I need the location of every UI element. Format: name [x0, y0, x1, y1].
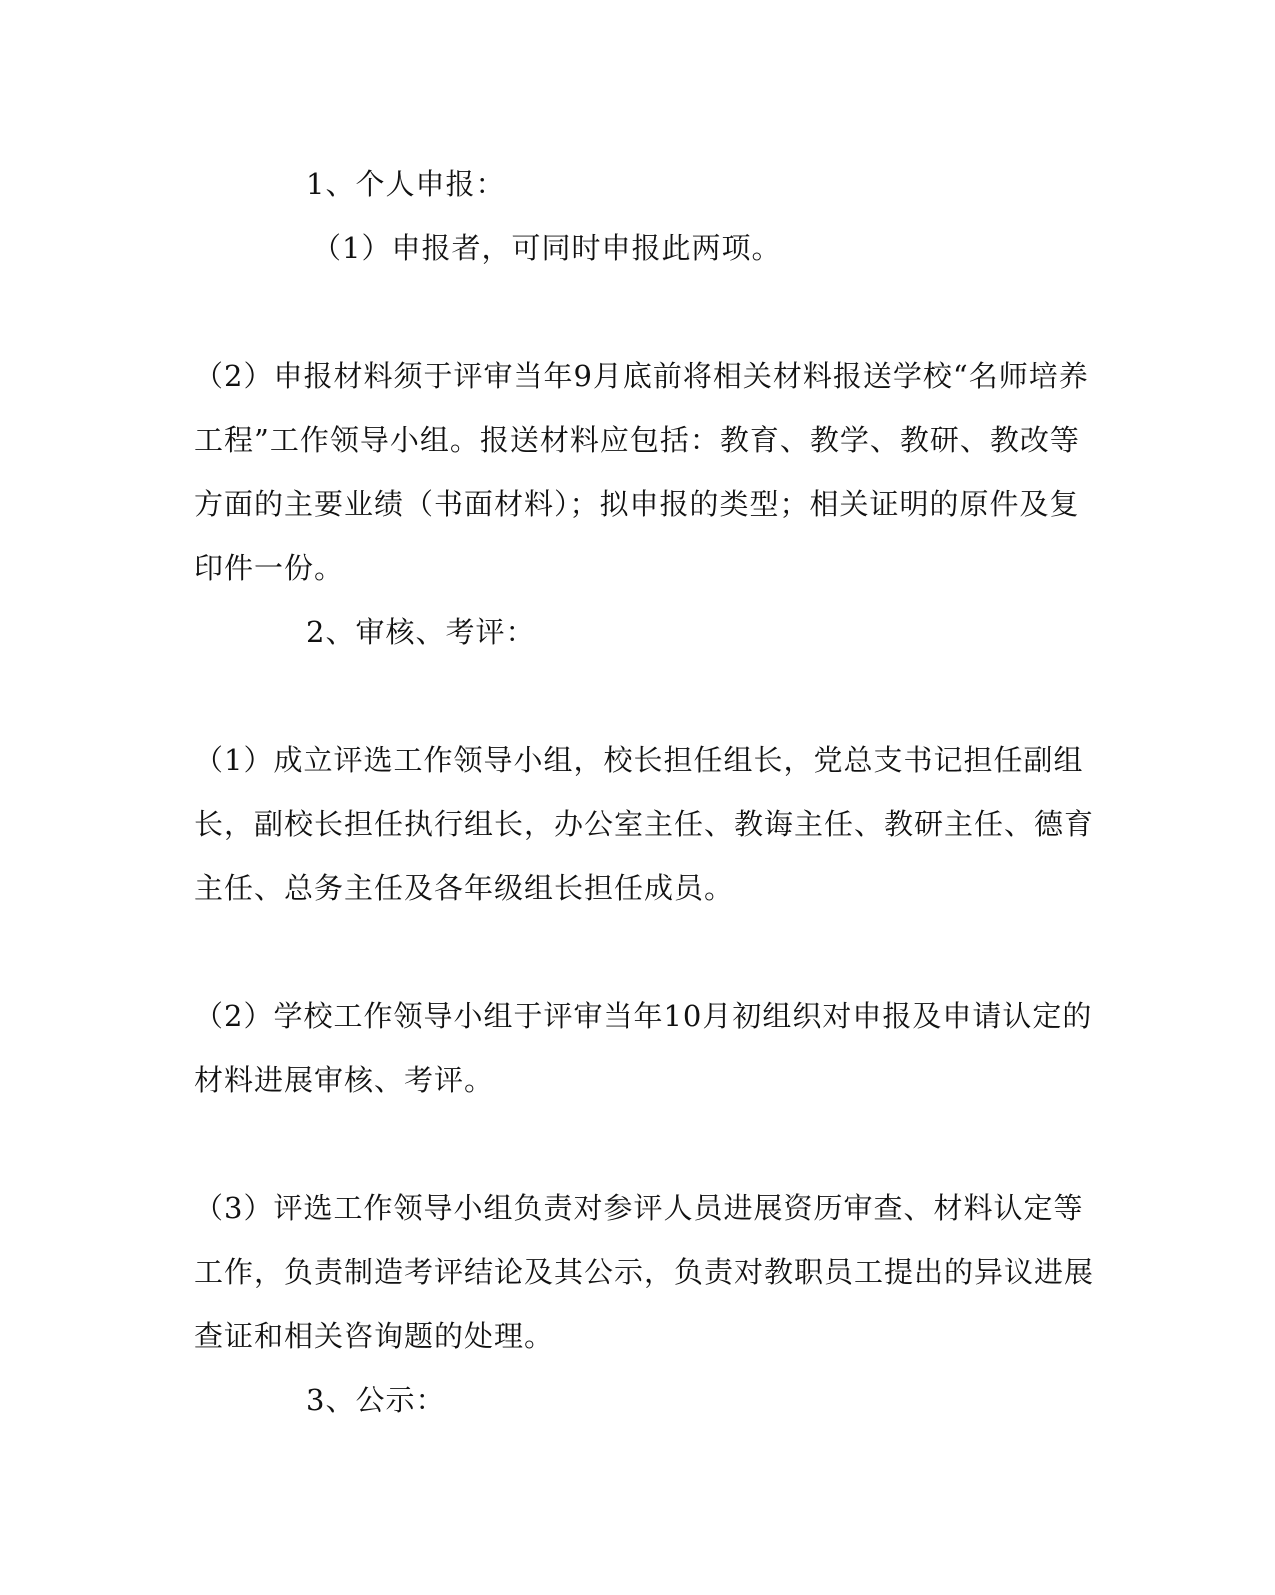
paragraph-line: （1）申报者，可同时申报此两项。: [312, 231, 782, 265]
paragraph-line: 长，副校长担任执行组长，办公室主任、教诲主任、教研主任、德育: [194, 807, 1095, 841]
paragraph-line: 印件一份。: [194, 551, 345, 585]
paragraph-line: 方面的主要业绩（书面材料）；拟申报的类型；相关证明的原件及复: [194, 487, 1080, 521]
paragraph-line: （3）评选工作领导小组负责对参评人员进展资历审查、材料认定等: [194, 1191, 1084, 1225]
paragraph-line: （2）申报材料须于评审当年9月底前将相关材料报送学校“名师培养: [194, 359, 1089, 393]
paragraph-line: 查证和相关咨询题的处理。: [194, 1319, 555, 1353]
paragraph-line: 主任、总务主任及各年级组长担任成员。: [194, 871, 735, 905]
heading-review-evaluation: 2、审核、考评：: [306, 615, 536, 649]
heading-personal-application: 1、个人申报：: [306, 167, 506, 201]
paragraph-line: 工程”工作领导小组。报送材料应包括：教育、教学、教研、教改等: [194, 423, 1080, 457]
paragraph-line: （2）学校工作领导小组于评审当年10月初组织对申报及申请认定的: [194, 999, 1093, 1033]
paragraph-line: 材料进展审核、考评。: [194, 1063, 495, 1097]
heading-publicity: 3、公示：: [306, 1383, 446, 1417]
paragraph-line: （1）成立评选工作领导小组，校长担任组长，党总支书记担任副组: [194, 743, 1084, 777]
paragraph-line: 工作，负责制造考评结论及其公示，负责对教职员工提出的异议进展: [194, 1255, 1095, 1289]
